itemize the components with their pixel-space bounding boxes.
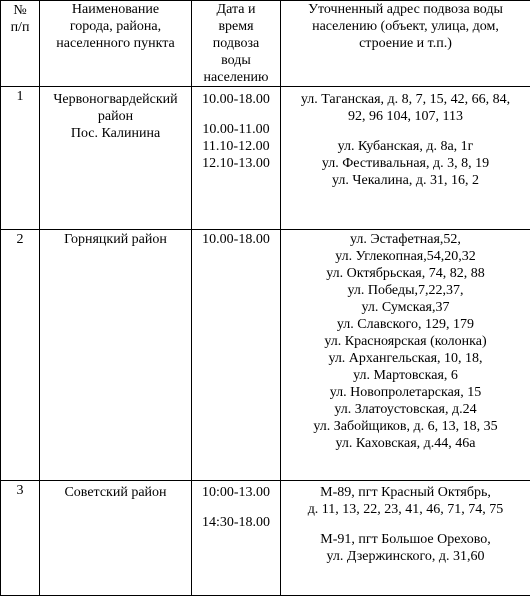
header-time: Дата и время подвоза воды населению: [192, 1, 281, 87]
header-name: Наименование города, района, населенного пункта: [40, 1, 192, 87]
row-addresses: М-89, пгт Красный Октябрь, д. 11, 13, 22, 23, 41, 46, 71, 74, 75 М-91, пгт Большое Орехово, ул. Дзержинского, д. 31,60: [281, 481, 530, 596]
table-header-row: [1, 1, 530, 87]
row-times: 10.00-18.00 10.00-11.00 11.10-12.00 12.10-13.00: [192, 87, 281, 230]
table-row: [1, 230, 530, 481]
row-number: 3: [1, 481, 40, 596]
header-address: Уточненный адрес подвоза воды населению (объект, улица, дом, строение и т.п.): [281, 1, 530, 87]
row-number: 1: [1, 87, 40, 230]
row-locality: Советский район: [40, 481, 192, 596]
row-locality: Червоногвардейский район Пос. Калинина: [40, 87, 192, 230]
row-locality: Горняцкий район: [40, 230, 192, 481]
table-row: [1, 481, 530, 596]
table-row: [1, 87, 530, 230]
row-addresses: ул. Таганская, д. 8, 7, 15, 42, 66, 84, 92, 96 104, 107, 113 ул. Кубанская, д. 8а, 1г ул. Фестивальная, д. 3, 8, 19 ул. Чекалина, д. 31, 16, 2: [281, 87, 530, 230]
header-num: № п/п: [1, 1, 40, 87]
row-addresses: ул. Эстафетная,52, ул. Углекопная,54,20,32 ул. Октябрьская, 74, 82, 88 ул. Победы,7,22,37, ул. Сумская,37 ул. Славского, 129, 179 ул. Красноярская (колонка) ул. Архангельская, 10, 18, ул. Мартовская, 6 ул. Новопролетарская, 15 ул. Златоустовская, д.24 ул. Забойщиков, д. 6, 13, 18, 35 ул. Каховская, д.44, 46а: [281, 230, 530, 481]
row-number: 2: [1, 230, 40, 481]
row-times: 10.00-18.00: [192, 230, 281, 481]
row-times: 10:00-13.00 14:30-18.00: [192, 481, 281, 596]
